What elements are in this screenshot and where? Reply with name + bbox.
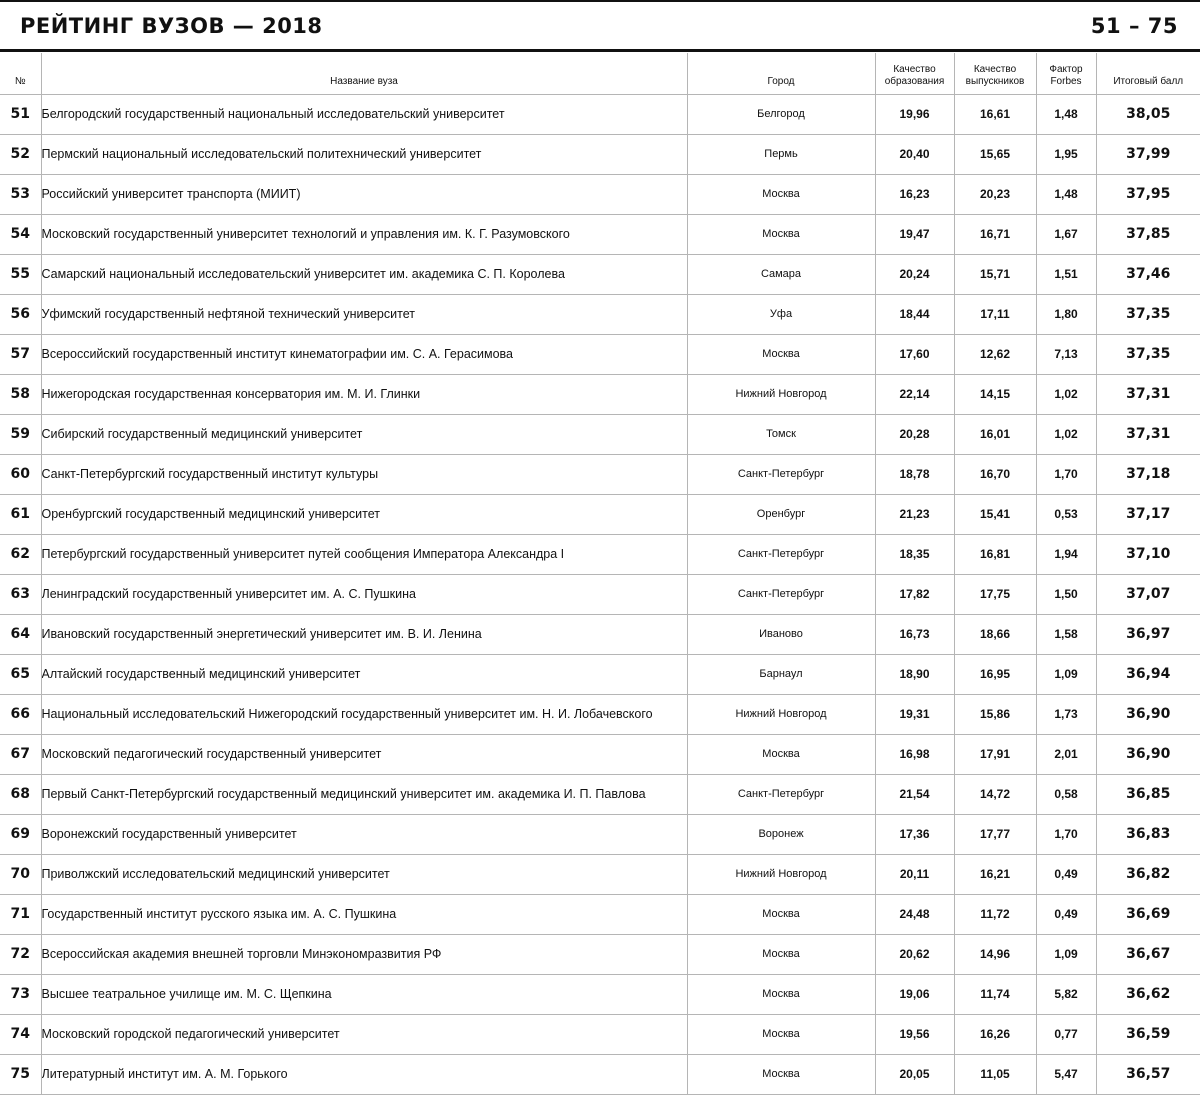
city: Уфа: [687, 294, 875, 334]
forbes-factor: 2,01: [1036, 734, 1096, 774]
forbes-factor: 0,77: [1036, 1014, 1096, 1054]
col-header-name: Название вуза: [41, 53, 687, 94]
city: Москва: [687, 174, 875, 214]
rank-number: 53: [0, 174, 41, 214]
city: Барнаул: [687, 654, 875, 694]
city: Москва: [687, 734, 875, 774]
table-row: [0, 774, 1200, 814]
table-body: [0, 94, 1200, 1094]
col-header-grad-quality: Качество выпускников: [954, 53, 1036, 94]
city: Нижний Новгород: [687, 694, 875, 734]
table-row: [0, 694, 1200, 734]
forbes-factor: 0,49: [1036, 854, 1096, 894]
total-score: 38,05: [1096, 94, 1200, 134]
rank-number: 64: [0, 614, 41, 654]
grad-quality-score: 15,41: [954, 494, 1036, 534]
rank-number: 67: [0, 734, 41, 774]
city: Москва: [687, 334, 875, 374]
grad-quality-score: 16,95: [954, 654, 1036, 694]
city: Москва: [687, 934, 875, 974]
grad-quality-score: 11,74: [954, 974, 1036, 1014]
grad-quality-score: 14,72: [954, 774, 1036, 814]
edu-quality-score: 19,06: [875, 974, 954, 1014]
rank-number: 63: [0, 574, 41, 614]
university-name: Ивановский государственный энергетический университет им. В. И. Ленина: [41, 614, 687, 654]
table-row: [0, 814, 1200, 854]
edu-quality-score: 18,78: [875, 454, 954, 494]
total-score: 37,35: [1096, 334, 1200, 374]
col-header-num: №: [0, 53, 41, 94]
edu-quality-score: 18,90: [875, 654, 954, 694]
rank-number: 56: [0, 294, 41, 334]
university-name: Первый Санкт-Петербургский государственный медицинский университет им. академика И. П. Павлова: [41, 774, 687, 814]
forbes-factor: 1,48: [1036, 94, 1096, 134]
forbes-factor: 1,09: [1036, 934, 1096, 974]
city: Иваново: [687, 614, 875, 654]
total-score: 36,90: [1096, 694, 1200, 734]
total-score: 37,18: [1096, 454, 1200, 494]
total-score: 36,69: [1096, 894, 1200, 934]
total-score: 37,07: [1096, 574, 1200, 614]
edu-quality-score: 17,82: [875, 574, 954, 614]
total-score: 36,82: [1096, 854, 1200, 894]
table-row: [0, 654, 1200, 694]
total-score: 37,31: [1096, 414, 1200, 454]
university-name: Уфимский государственный нефтяной технический университет: [41, 294, 687, 334]
edu-quality-score: 19,56: [875, 1014, 954, 1054]
city: Санкт-Петербург: [687, 534, 875, 574]
university-name: Всероссийский государственный институт кинематографии им. С. А. Герасимова: [41, 334, 687, 374]
total-score: 37,17: [1096, 494, 1200, 534]
edu-quality-score: 19,96: [875, 94, 954, 134]
table-row: [0, 454, 1200, 494]
university-name: Национальный исследовательский Нижегородский государственный университет им. Н. И. Лобачевского: [41, 694, 687, 734]
edu-quality-score: 16,73: [875, 614, 954, 654]
forbes-factor: 7,13: [1036, 334, 1096, 374]
forbes-factor: 0,58: [1036, 774, 1096, 814]
city: Томск: [687, 414, 875, 454]
table-row: [0, 574, 1200, 614]
city: Санкт-Петербург: [687, 774, 875, 814]
city: Москва: [687, 894, 875, 934]
total-score: 37,31: [1096, 374, 1200, 414]
page-title: РЕЙТИНГ ВУЗОВ — 2018: [20, 14, 323, 38]
grad-quality-score: 16,21: [954, 854, 1036, 894]
forbes-factor: 1,02: [1036, 414, 1096, 454]
grad-quality-score: 16,01: [954, 414, 1036, 454]
forbes-factor: 1,51: [1036, 254, 1096, 294]
forbes-factor: 1,95: [1036, 134, 1096, 174]
university-name: Санкт-Петербургский государственный институт культуры: [41, 454, 687, 494]
table-row: [0, 174, 1200, 214]
rank-range: 51 – 75: [1090, 14, 1178, 38]
rank-number: 57: [0, 334, 41, 374]
table-row: [0, 334, 1200, 374]
university-name: Государственный институт русского языка им. А. С. Пушкина: [41, 894, 687, 934]
edu-quality-score: 21,23: [875, 494, 954, 534]
grad-quality-score: 17,11: [954, 294, 1036, 334]
forbes-factor: 1,48: [1036, 174, 1096, 214]
rank-number: 68: [0, 774, 41, 814]
table-row: [0, 1054, 1200, 1094]
rank-number: 61: [0, 494, 41, 534]
edu-quality-score: 20,62: [875, 934, 954, 974]
rank-number: 62: [0, 534, 41, 574]
grad-quality-score: 14,15: [954, 374, 1036, 414]
university-name: Петербургский государственный университет путей сообщения Императора Александра I: [41, 534, 687, 574]
ranking-table: [0, 53, 1200, 1095]
forbes-factor: 1,50: [1036, 574, 1096, 614]
city: Пермь: [687, 134, 875, 174]
forbes-factor: 1,02: [1036, 374, 1096, 414]
table-row: [0, 734, 1200, 774]
edu-quality-score: 20,24: [875, 254, 954, 294]
rank-number: 70: [0, 854, 41, 894]
table-row: [0, 294, 1200, 334]
grad-quality-score: 16,26: [954, 1014, 1036, 1054]
forbes-factor: 1,70: [1036, 814, 1096, 854]
grad-quality-score: 20,23: [954, 174, 1036, 214]
edu-quality-score: 17,36: [875, 814, 954, 854]
table-row: [0, 94, 1200, 134]
city: Москва: [687, 974, 875, 1014]
edu-quality-score: 20,05: [875, 1054, 954, 1094]
rank-number: 66: [0, 694, 41, 734]
grad-quality-score: 17,77: [954, 814, 1036, 854]
table-row: [0, 414, 1200, 454]
total-score: 37,10: [1096, 534, 1200, 574]
edu-quality-score: 16,98: [875, 734, 954, 774]
forbes-factor: 0,49: [1036, 894, 1096, 934]
total-score: 36,94: [1096, 654, 1200, 694]
city: Воронеж: [687, 814, 875, 854]
table-row: [0, 374, 1200, 414]
city: Москва: [687, 214, 875, 254]
total-score: 37,46: [1096, 254, 1200, 294]
university-name: Сибирский государственный медицинский университет: [41, 414, 687, 454]
edu-quality-score: 20,40: [875, 134, 954, 174]
edu-quality-score: 20,11: [875, 854, 954, 894]
city: Москва: [687, 1014, 875, 1054]
total-score: 36,59: [1096, 1014, 1200, 1054]
table-row: [0, 894, 1200, 934]
grad-quality-score: 16,61: [954, 94, 1036, 134]
total-score: 36,85: [1096, 774, 1200, 814]
col-header-city: Город: [687, 53, 875, 94]
edu-quality-score: 19,31: [875, 694, 954, 734]
table-row: [0, 854, 1200, 894]
total-score: 36,83: [1096, 814, 1200, 854]
total-score: 36,90: [1096, 734, 1200, 774]
rank-number: 72: [0, 934, 41, 974]
grad-quality-score: 14,96: [954, 934, 1036, 974]
edu-quality-score: 20,28: [875, 414, 954, 454]
total-score: 37,85: [1096, 214, 1200, 254]
edu-quality-score: 21,54: [875, 774, 954, 814]
table-row: [0, 614, 1200, 654]
university-name: Московский государственный университет технологий и управления им. К. Г. Разумовского: [41, 214, 687, 254]
edu-quality-score: 16,23: [875, 174, 954, 214]
rank-number: 58: [0, 374, 41, 414]
rank-number: 54: [0, 214, 41, 254]
city: Белгород: [687, 94, 875, 134]
total-score: 36,67: [1096, 934, 1200, 974]
city: Нижний Новгород: [687, 374, 875, 414]
table-row: [0, 534, 1200, 574]
total-score: 36,57: [1096, 1054, 1200, 1094]
grad-quality-score: 16,70: [954, 454, 1036, 494]
total-score: 37,95: [1096, 174, 1200, 214]
forbes-factor: 5,82: [1036, 974, 1096, 1014]
col-header-edu-quality: Качество образования: [875, 53, 954, 94]
grad-quality-score: 15,65: [954, 134, 1036, 174]
university-name: Воронежский государственный университет: [41, 814, 687, 854]
rank-number: 51: [0, 94, 41, 134]
grad-quality-score: 11,05: [954, 1054, 1036, 1094]
edu-quality-score: 24,48: [875, 894, 954, 934]
university-name: Оренбургский государственный медицинский университет: [41, 494, 687, 534]
table-row: [0, 1014, 1200, 1054]
total-score: 37,35: [1096, 294, 1200, 334]
rank-number: 52: [0, 134, 41, 174]
university-name: Литературный институт им. А. М. Горького: [41, 1054, 687, 1094]
grad-quality-score: 15,86: [954, 694, 1036, 734]
university-name: Белгородский государственный национальный исследовательский университет: [41, 94, 687, 134]
total-score: 36,97: [1096, 614, 1200, 654]
table-row: [0, 254, 1200, 294]
rank-number: 55: [0, 254, 41, 294]
table-row: [0, 934, 1200, 974]
grad-quality-score: 16,81: [954, 534, 1036, 574]
forbes-factor: 1,67: [1036, 214, 1096, 254]
rank-number: 75: [0, 1054, 41, 1094]
city: Оренбург: [687, 494, 875, 534]
forbes-factor: 1,80: [1036, 294, 1096, 334]
grad-quality-score: 15,71: [954, 254, 1036, 294]
rank-number: 60: [0, 454, 41, 494]
table-row: [0, 214, 1200, 254]
grad-quality-score: 16,71: [954, 214, 1036, 254]
grad-quality-score: 18,66: [954, 614, 1036, 654]
forbes-factor: 0,53: [1036, 494, 1096, 534]
university-name: Самарский национальный исследовательский университет им. академика С. П. Королева: [41, 254, 687, 294]
university-name: Московский педагогический государственный университет: [41, 734, 687, 774]
grad-quality-score: 17,91: [954, 734, 1036, 774]
university-name: Нижегородская государственная консерватория им. М. И. Глинки: [41, 374, 687, 414]
rank-number: 69: [0, 814, 41, 854]
edu-quality-score: 22,14: [875, 374, 954, 414]
city: Санкт-Петербург: [687, 454, 875, 494]
rank-number: 71: [0, 894, 41, 934]
table-row: [0, 134, 1200, 174]
city: Нижний Новгород: [687, 854, 875, 894]
grad-quality-score: 12,62: [954, 334, 1036, 374]
forbes-factor: 1,73: [1036, 694, 1096, 734]
forbes-factor: 1,58: [1036, 614, 1096, 654]
edu-quality-score: 18,35: [875, 534, 954, 574]
forbes-factor: 1,09: [1036, 654, 1096, 694]
table-row: [0, 974, 1200, 1014]
grad-quality-score: 17,75: [954, 574, 1036, 614]
table-header-row: [0, 53, 1200, 94]
rank-number: 73: [0, 974, 41, 1014]
forbes-factor: 1,70: [1036, 454, 1096, 494]
rank-number: 59: [0, 414, 41, 454]
city: Санкт-Петербург: [687, 574, 875, 614]
edu-quality-score: 19,47: [875, 214, 954, 254]
edu-quality-score: 17,60: [875, 334, 954, 374]
total-score: 37,99: [1096, 134, 1200, 174]
university-name: Московский городской педагогический университет: [41, 1014, 687, 1054]
university-name: Приволжский исследовательский медицинский университет: [41, 854, 687, 894]
grad-quality-score: 11,72: [954, 894, 1036, 934]
university-name: Всероссийская академия внешней торговли Минэкономразвития РФ: [41, 934, 687, 974]
rank-number: 65: [0, 654, 41, 694]
col-header-forbes: Фактор Forbes: [1036, 53, 1096, 94]
university-name: Алтайский государственный медицинский университет: [41, 654, 687, 694]
page-header: [0, 0, 1200, 52]
university-name: Пермский национальный исследовательский политехнический университет: [41, 134, 687, 174]
city: Самара: [687, 254, 875, 294]
forbes-factor: 1,94: [1036, 534, 1096, 574]
city: Москва: [687, 1054, 875, 1094]
forbes-factor: 5,47: [1036, 1054, 1096, 1094]
table-row: [0, 494, 1200, 534]
total-score: 36,62: [1096, 974, 1200, 1014]
university-name: Высшее театральное училище им. М. С. Щепкина: [41, 974, 687, 1014]
rank-number: 74: [0, 1014, 41, 1054]
university-name: Российский университет транспорта (МИИТ): [41, 174, 687, 214]
col-header-total: Итоговый балл: [1096, 53, 1200, 94]
edu-quality-score: 18,44: [875, 294, 954, 334]
university-name: Ленинградский государственный университет им. А. С. Пушкина: [41, 574, 687, 614]
